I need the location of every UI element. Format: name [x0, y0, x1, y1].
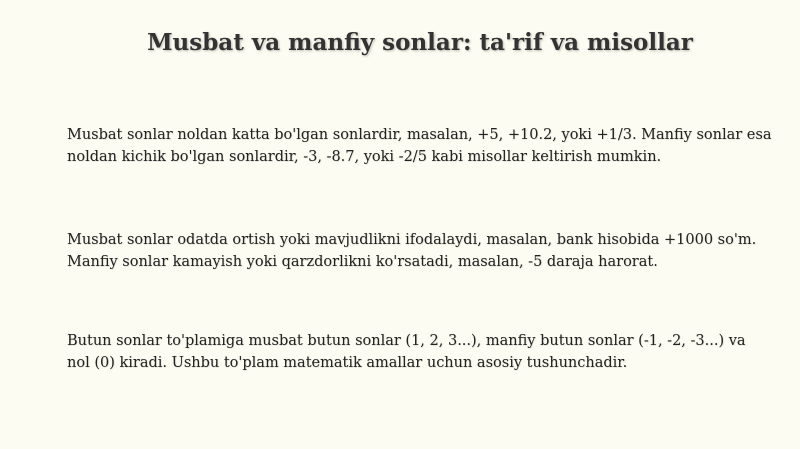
paragraph-definition: Musbat sonlar noldan katta bo'lgan sonlardir, masalan, +5, +10.2, yoki +1/3. Manfiy sonlar esa noldan kichik bo'lgan sonlardir, -3, -8.7, yoki -2/5 kabi misollar keltirish mumkin. — [67, 127, 772, 165]
paragraph-meaning: Musbat sonlar odatda ortish yoki mavjudlikni ifodalaydi, masalan, bank hisobida +1000 so'm. Manfiy sonlar kamayish yoki qarzdorlikni ko'rsatadi, masalan, -5 daraja harorat. — [67, 232, 757, 270]
paragraph-integers: Butun sonlar to'plamiga musbat butun sonlar (1, 2, 3...), manfiy butun sonlar (-1, -2, -3...) va nol (0) kiradi. Ushbu to'plam matematik amallar uchun asosiy tushunchadir. — [67, 333, 746, 371]
slide-title: Musbat va manfiy sonlar: ta'rif va misollar — [147, 29, 693, 56]
